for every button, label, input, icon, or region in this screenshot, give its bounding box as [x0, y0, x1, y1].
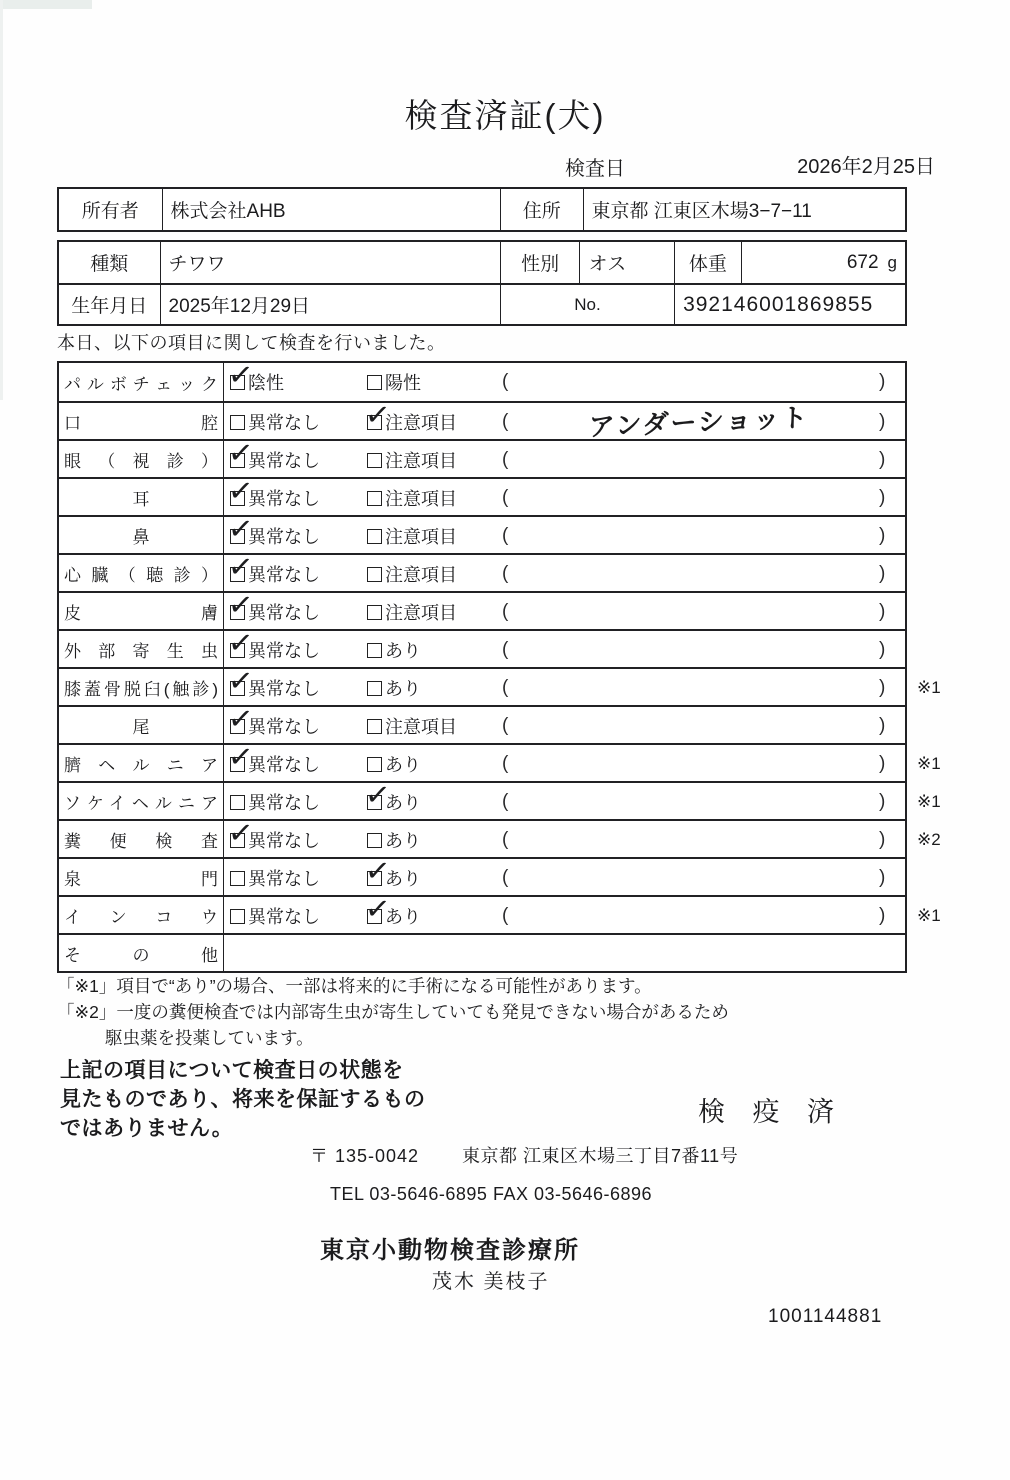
- option-opt2: [367, 821, 421, 859]
- row-label-text: インコウ: [64, 907, 218, 927]
- option-label: あり: [385, 793, 421, 813]
- weight-label: 体重: [674, 242, 741, 283]
- option-label: あり: [385, 641, 421, 661]
- row-label-text: 臍ヘルニア: [64, 755, 218, 775]
- footnote-line: 「※2」一度の糞便検査では内部寄生虫が寄生していても発見できない場合があるため: [57, 1002, 729, 1022]
- row-label: [59, 783, 224, 819]
- row-label-text: 泉門: [64, 869, 218, 889]
- option-label: 異常なし: [248, 489, 320, 509]
- checkmark-icon: ✓: [226, 625, 255, 661]
- option-opt1: [226, 511, 320, 555]
- no-label: No.: [500, 285, 674, 324]
- option-label: 注意項目: [385, 565, 457, 585]
- paren-open: (: [502, 371, 509, 392]
- option-opt2: [363, 777, 421, 821]
- paren-close: ): [879, 601, 886, 622]
- checkmark-icon: ✓: [226, 435, 255, 471]
- row-label: [59, 935, 224, 971]
- footnote-reference-mark: ※1: [917, 792, 941, 811]
- row-label-text: 鼻: [132, 527, 150, 547]
- row-options: [224, 357, 905, 401]
- option-opt2: [367, 631, 421, 669]
- checkbox-icon: [226, 549, 255, 585]
- checkbox-icon: [226, 815, 255, 851]
- checklist-row: [59, 739, 941, 781]
- row-options: [224, 473, 905, 515]
- option-opt2: [363, 397, 457, 441]
- checkmark-icon: ✓: [226, 701, 255, 737]
- serial-number: 1001144881: [768, 1306, 883, 1327]
- checkbox-icon: [363, 397, 392, 433]
- row-options: [224, 739, 905, 781]
- disclaimer-line: 上記の項目について検査日の状態を: [60, 1059, 404, 1082]
- option-opt1: [226, 815, 320, 859]
- pet-row-1: [59, 242, 905, 283]
- option-label: 異常なし: [248, 641, 320, 661]
- paren-open: (: [502, 715, 509, 736]
- checkmark-icon: ✓: [226, 511, 255, 547]
- type-value: チワワ: [160, 242, 500, 283]
- checklist-row: [59, 587, 905, 629]
- clinic-name: 東京小動物検査診療所: [320, 1237, 580, 1264]
- option-opt1: [226, 357, 284, 401]
- paren-open: (: [502, 525, 509, 546]
- option-opt2: [367, 669, 421, 707]
- footnote-reference-mark: ※1: [917, 678, 941, 697]
- checkbox-icon: [367, 567, 382, 582]
- quarantine-stamp: 検 疫 済: [698, 1097, 845, 1127]
- option-opt2: [367, 745, 421, 783]
- checkbox-icon: [226, 701, 255, 737]
- row-label-text: 尾: [132, 717, 150, 737]
- weight-value: 672: [846, 251, 879, 273]
- row-label: [59, 479, 224, 515]
- option-label: あり: [385, 755, 421, 775]
- option-opt1: [226, 473, 320, 517]
- checkbox-icon: [226, 357, 255, 393]
- option-label: 注意項目: [385, 451, 457, 471]
- sex-value: オス: [579, 242, 674, 283]
- checklist-row: [59, 815, 941, 857]
- footnote-line: 「※1」項目で“あり”の場合、一部は将来的に手術になる可能性があります。: [57, 976, 652, 996]
- checklist-table: [57, 357, 941, 973]
- row-label: [59, 363, 224, 401]
- row-options: [224, 397, 905, 442]
- option-label: 異常なし: [248, 755, 320, 775]
- row-label: [59, 441, 224, 477]
- checklist-row: [59, 435, 905, 477]
- owner-row: [59, 189, 905, 230]
- checklist-row: [59, 357, 905, 401]
- row-label-text: 膝蓋骨脱臼(触診): [64, 679, 218, 699]
- row-label: [59, 517, 224, 553]
- option-opt1: [230, 859, 320, 897]
- checklist-row: [59, 473, 905, 515]
- row-options: [224, 587, 905, 629]
- row-label: [59, 555, 224, 591]
- row-options: [224, 549, 905, 591]
- row-options: [224, 815, 905, 857]
- paren-open: (: [502, 867, 509, 888]
- checkbox-icon: [230, 415, 245, 430]
- row-label-text: その他: [64, 945, 218, 965]
- row-label: [59, 593, 224, 629]
- row-label: [59, 821, 224, 857]
- row-label-text: 心臓（聴診）: [64, 565, 218, 585]
- checklist-row: [59, 853, 905, 895]
- paren-close: ): [879, 829, 886, 850]
- option-opt2: [367, 555, 457, 593]
- checkmark-icon: ✓: [226, 739, 255, 775]
- row-options: [224, 511, 905, 553]
- paren-open: (: [502, 829, 509, 850]
- paren-open: (: [502, 449, 509, 470]
- row-label: [59, 745, 224, 781]
- option-label: 陽性: [385, 373, 421, 393]
- option-opt1: [230, 403, 320, 441]
- checkbox-icon: [230, 871, 245, 886]
- birth-label: 生年月日: [71, 296, 148, 317]
- option-label: 注意項目: [385, 413, 457, 433]
- paren-open: (: [502, 905, 509, 926]
- paren-open: (: [502, 601, 509, 622]
- checkmark-icon: ✓: [226, 815, 255, 851]
- paren-close: ): [879, 715, 886, 736]
- option-opt1: [230, 783, 320, 821]
- paren-open: (: [502, 487, 509, 508]
- checkmark-icon: ✓: [226, 473, 255, 509]
- checklist-row: [59, 663, 941, 705]
- address-value: 東京都 江東区木場3−7−11: [583, 189, 905, 230]
- paren-close: ): [879, 753, 886, 774]
- checkbox-icon: [367, 605, 382, 620]
- row-label: [59, 897, 224, 933]
- checklist-row: [59, 933, 905, 971]
- option-label: 注意項目: [385, 717, 457, 737]
- intro-text: 本日、以下の項目に関して検査を行いました。: [57, 333, 446, 353]
- owner-table: [57, 187, 907, 232]
- checkbox-icon: [363, 891, 392, 927]
- option-label: 注意項目: [385, 603, 457, 623]
- paren-close: ): [879, 867, 886, 888]
- inspection-date-value: 2026年2月25日: [797, 156, 935, 178]
- row-options: [224, 777, 905, 819]
- row-label-text: 口腔: [64, 413, 218, 433]
- weight-value-cell: [741, 242, 905, 283]
- checkbox-icon: [230, 909, 245, 924]
- weight-unit: g: [887, 252, 898, 272]
- checkmark-icon: ✓: [226, 663, 255, 699]
- checklist-row: [59, 777, 941, 819]
- checklist-row: [59, 397, 905, 442]
- checkmark-icon: ✓: [363, 397, 392, 433]
- tel-fax: TEL 03-5646-6895 FAX 03-5646-6896: [330, 1184, 653, 1204]
- disclaimer-line: ではありません。: [60, 1117, 234, 1140]
- option-label: 異常なし: [248, 565, 320, 585]
- no-value: 392146001869855: [674, 285, 905, 324]
- row-label: [59, 403, 224, 439]
- paren-close: ): [879, 905, 886, 926]
- option-label: 注意項目: [385, 489, 457, 509]
- paren-close: ): [879, 525, 886, 546]
- paren-open: (: [502, 791, 509, 812]
- paren-close: ): [879, 487, 886, 508]
- checkbox-icon: [226, 473, 255, 509]
- checkbox-icon: [363, 777, 392, 813]
- footnote-line: 駆虫薬を投薬しています。: [105, 1028, 314, 1048]
- option-label: あり: [385, 869, 421, 889]
- option-opt2: [367, 441, 457, 479]
- veterinarian-name: 茂木 美枝子: [432, 1271, 550, 1293]
- checkbox-icon: [367, 453, 382, 468]
- option-opt2: [367, 593, 457, 631]
- row-label: [59, 669, 224, 705]
- postal-code: 〒 135-0042: [310, 1146, 420, 1166]
- option-label: 異常なし: [248, 413, 320, 433]
- checkmark-icon: ✓: [226, 357, 255, 393]
- row-label: [59, 707, 224, 743]
- paren-close: ): [879, 677, 886, 698]
- option-label: 異常なし: [248, 793, 320, 813]
- option-label: あり: [385, 907, 421, 927]
- row-label-text: 眼（視診）: [64, 451, 218, 471]
- disclaimer-text: [60, 1056, 426, 1143]
- row-label-text: 皮膚: [64, 603, 218, 623]
- checkbox-icon: [367, 681, 382, 696]
- row-label-text: 糞便検査: [64, 831, 218, 851]
- footnote-reference-mark: ※1: [917, 906, 941, 925]
- disclaimer-line: 見たものであり、将来を保証するもの: [60, 1088, 426, 1111]
- option-label: 異常なし: [248, 831, 320, 851]
- footnotes: [57, 973, 957, 1051]
- row-options: [224, 663, 905, 705]
- paren-close: ): [879, 791, 886, 812]
- row-label-text: パルボチェック: [64, 374, 218, 394]
- option-label: 異常なし: [248, 451, 320, 471]
- checkmark-icon: ✓: [363, 777, 392, 813]
- row-options: [224, 701, 905, 743]
- footnote-reference-mark: ※1: [917, 754, 941, 773]
- address-label: 住所: [500, 189, 583, 230]
- checkbox-icon: [230, 795, 245, 810]
- type-label: 種類: [90, 254, 129, 275]
- checkbox-icon: [226, 587, 255, 623]
- row-options: [224, 625, 905, 667]
- row-label: [59, 859, 224, 895]
- paren-close: ): [879, 371, 886, 392]
- option-opt1: [226, 549, 320, 593]
- paren-close: ): [879, 563, 886, 584]
- row-label-text: 耳: [132, 489, 150, 509]
- option-label: 異常なし: [248, 603, 320, 623]
- option-opt1: [226, 663, 320, 707]
- option-opt1: [226, 625, 320, 669]
- checkbox-icon: [367, 529, 382, 544]
- checkbox-icon: [226, 511, 255, 547]
- paren-close: ): [879, 411, 886, 432]
- checkbox-icon: [226, 625, 255, 661]
- checkbox-icon: [367, 491, 382, 506]
- option-opt1: [226, 701, 320, 745]
- checkbox-icon: [367, 833, 382, 848]
- checkmark-icon: ✓: [226, 549, 255, 585]
- option-opt2: [363, 853, 421, 897]
- paren-open: (: [502, 753, 509, 774]
- paren-close: ): [879, 639, 886, 660]
- checkmark-icon: ✓: [226, 587, 255, 623]
- scan-artifact: [0, 0, 92, 9]
- checkbox-icon: [367, 719, 382, 734]
- row-options: [224, 435, 905, 477]
- clinic-address: 東京都 江東区木場三丁目7番11号: [462, 1146, 739, 1166]
- checkbox-icon: [367, 643, 382, 658]
- option-label: 陰性: [248, 373, 284, 393]
- checklist-row: [59, 511, 905, 553]
- owner-value: 株式会社AHB: [162, 189, 500, 230]
- option-label: 異常なし: [248, 679, 320, 699]
- option-opt1: [226, 587, 320, 631]
- option-opt1: [226, 739, 320, 783]
- paren-open: (: [502, 639, 509, 660]
- birth-value: 2025年12月29日: [160, 285, 500, 324]
- pet-row-2: [59, 283, 905, 324]
- inspection-date-label: 検査日: [565, 158, 625, 180]
- option-label: 注意項目: [385, 527, 457, 547]
- checkbox-icon: [226, 435, 255, 471]
- checkmark-icon: ✓: [363, 891, 392, 927]
- paren-open: (: [502, 563, 509, 584]
- option-opt2: [367, 707, 457, 745]
- option-opt2: [367, 479, 457, 517]
- option-opt2: [367, 363, 421, 401]
- checkmark-icon: ✓: [363, 853, 392, 889]
- row-label-text: 外部寄生虫: [64, 641, 218, 661]
- checklist-row: [59, 549, 905, 591]
- option-label: 異常なし: [248, 717, 320, 737]
- option-label: あり: [385, 679, 421, 699]
- row-label-text: ソケイヘルニア: [64, 793, 218, 813]
- option-label: 異常なし: [248, 869, 320, 889]
- checklist-row: [59, 625, 905, 667]
- page-title: 検査済証(犬): [404, 97, 606, 134]
- checkbox-icon: [363, 853, 392, 889]
- owner-label: 所有者: [81, 201, 139, 222]
- option-opt2: [367, 517, 457, 555]
- checklist-row: [59, 891, 941, 933]
- paren-close: ): [879, 449, 886, 470]
- paren-open: (: [502, 411, 509, 432]
- option-opt1: [230, 897, 320, 935]
- footnote-reference-mark: ※2: [917, 830, 941, 849]
- checkbox-icon: [226, 663, 255, 699]
- sex-label: 性別: [500, 242, 580, 283]
- row-label: [59, 631, 224, 667]
- option-opt2: [363, 891, 421, 935]
- option-label: 異常なし: [248, 907, 320, 927]
- paren-open: (: [502, 677, 509, 698]
- pet-table: [57, 240, 907, 326]
- scan-artifact-edge: [0, 0, 3, 400]
- row-options: [224, 935, 905, 971]
- checkbox-icon: [367, 757, 382, 772]
- option-label: 異常なし: [248, 527, 320, 547]
- checkbox-icon: [367, 375, 382, 390]
- option-label: あり: [385, 831, 421, 851]
- handwritten-note: アンダーショット: [588, 401, 810, 442]
- row-options: [224, 891, 905, 933]
- checkbox-icon: [226, 739, 255, 775]
- row-options: [224, 853, 905, 895]
- checklist-row: [59, 701, 905, 743]
- option-opt1: [226, 435, 320, 479]
